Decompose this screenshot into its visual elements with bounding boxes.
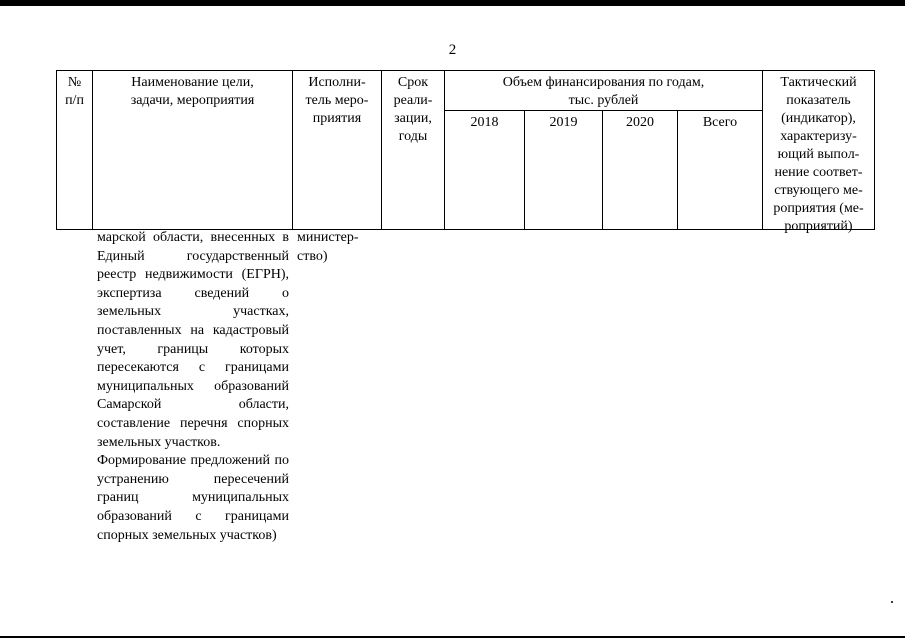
header-executor: Исполни- тель меро- приятия	[293, 71, 382, 230]
header-financing: Объем финансирования по годам, тыс. рублей	[445, 71, 763, 111]
page-number: 2	[448, 42, 457, 58]
header-num: № п/п	[57, 71, 93, 230]
scan-speck	[891, 601, 893, 603]
bottom-border	[0, 636, 905, 638]
header-name: Наименование цели, задачи, мероприятия	[93, 71, 293, 230]
row-name-paragraph-1: марской области, внесенных в Единый государственный реестр недвижимости (ЕГРН), экспертиза сведений о земельных участках, поставленных на кадастровый учет, границы которых пересекаются с границами муниципальных образований Самарской области, составление перечня спорных земельных участков.	[97, 230, 289, 450]
row-executor-cell: министер- ство)	[297, 230, 359, 264]
header-year-2019: 2019	[525, 111, 603, 230]
header-year-2018: 2018	[445, 111, 525, 230]
table-header	[56, 70, 875, 234]
header-year-2020: 2020	[603, 111, 678, 230]
top-border	[0, 0, 905, 6]
header-term: Срок реали- зации, годы	[382, 71, 445, 230]
header-indicator: Тактический показатель (индикатор), характеризу- ющий выпол- нение соответ- ствующего ме- роприятия (ме- роприятий)	[763, 71, 875, 230]
row-name-cell	[97, 229, 289, 545]
row-name-paragraph-2: Формирование предложений по устранению пересечений границ муниципальных образований с границами спорных земельных участков)	[97, 453, 289, 543]
header-total: Всего	[678, 111, 763, 230]
